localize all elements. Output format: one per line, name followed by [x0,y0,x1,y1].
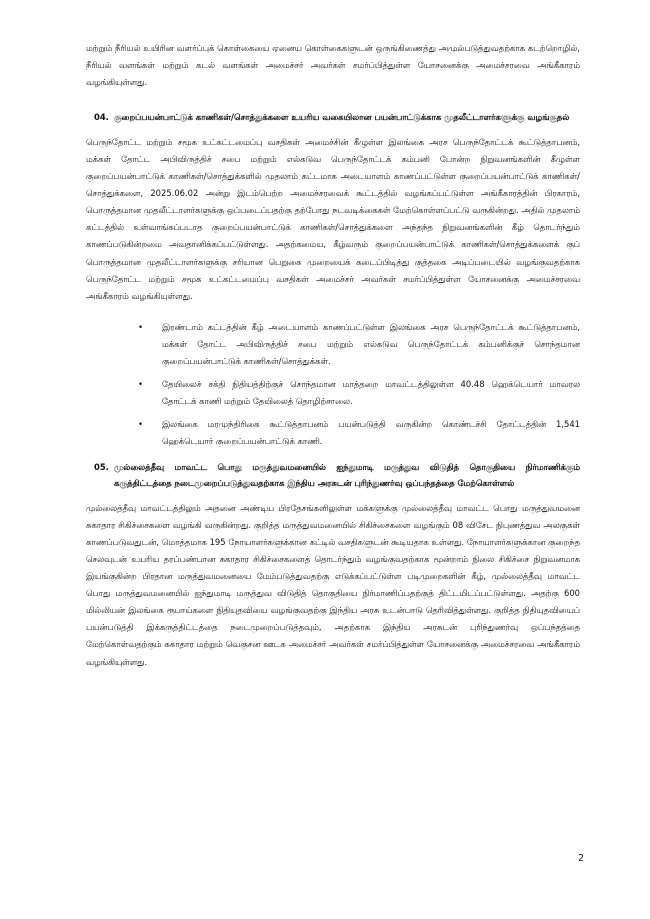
bullet-icon: • [138,419,143,430]
list-item [138,416,580,450]
section-05-heading [86,460,580,491]
list-item-text: தேயிலைச் சக்தி நிதியத்திற்குச் சொந்தமான மாத்தறை மாவட்டத்திலுள்ள 40.48 ஹெக்டெயார் மாவரல தோட்டக் காணி மற்றும் தேயிலைத் தொழிற்சாலை. [162,379,580,407]
page-number: 2 [577,853,584,864]
section-04-number: 04. [94,112,109,123]
section-04-heading [86,110,580,126]
bullet-icon: • [138,379,143,390]
intro-paragraph: மற்றும் நீரியல் உயிரின வளர்ப்புக் கொள்கையை ஏனைய கொள்கைகளுடன் ஒருங்கிணைத்து அமுல்படுத்துவதற்காக கடற்றொழில், நீரியல் வளங்கள் மற்றும் கடல் வளங்கள் அமைச்சர் அவர்கள் சமர்ப்பித்துள்ள யோசனைக்கு அமைச்சரவை அங்கீகாரம் வழங்கியுள்ளது. [86,43,580,88]
section-05-title: முல்லைத்தீவு மாவட்ட பொது மருத்துவமனையில் ஐந்துமாடி மருத்துவ விடுதித் தொகுதியை நிர்மாணிக்கும் கருத்திட்டத்தை நடைமுறைப்படுத்துவதற்காக இந்திய அரசுடன் புரிந்துணர்வு ஒப்பந்தத்தை மேற்கொள்ளல் [114,462,580,489]
list-item [138,376,580,410]
section-05-number: 05. [94,462,109,473]
bullet-icon: • [138,321,143,332]
list-item-text: இலங்கை மரமுந்திரிகை கூட்டுத்தாபனம் பயன்படுத்தி வருகின்ற கொண்டச்சி தோட்டத்தின் 1,541 ஹெக்டெயார் குறைப்பயன்பாட்டுக் காணி. [162,419,580,447]
section-04-bullet-list [86,319,580,451]
section-04-title: குறைப்பயன்பாட்டுக் காணிகள்/சொத்துக்களை உயரிய வகையிலான பயன்பாட்டுக்காக முதலீட்டாளர்களுக்கு வழங்குதல் [114,112,570,123]
section-04-body: பெருந்தோட்ட மற்றும் சமூக உட்கட்டமைப்பு வசதிகள் அமைச்சின் கீழுள்ள இலங்கை அரச பெருந்தோட்டக் கூட்டுத்தாபனம், மக்கள் தோட்ட அபிவிருத்திச் சபை மற்றும் எல்கடுவ பெருந்தோட்டக் கம்பனி போன்ற நிறுவனங்களின் கீழுள்ள குறைப்பயன்பாட்டுக் காணிகள்/சொத்துக்களில் முதலாம் கட்டமாக அடையாளம் காணப்பட்டுள்ள குறைப்பயன்பாட்டுக் காணிகள்/சொத்துக்களை, 2025.06.02 அன்று இடம்பெற்ற அமைச்சரவைக் கூட்டத்தில் வழங்கப்பட்டுள்ள அங்கீகாரத்தின் பிரகாரம், பொருத்தமான முதலீட்டாளர்களுக்கு ஒப்படைப்பதற்கு தற்போது நடவடிக்கைகள் மேற்கொள்ளப்பட்டு வருகின்றது. அதில் முதலாம் கட்டத்தில் உள்வாங்கப்படாத குறைப்பயன்பாட்டுக் காணிகள்/சொத்துக்களை அந்தந்த நிறுவனங்களின் கீழ் தொடர்ந்தும் காணப்படுகின்றமை அவதானிக்கப்பட்டுள்ளது. அதற்கமைய, கீழ்வரும் குறைப்பயன்பாட்டுக் காணிகள்/சொத்துக்களைக் குப் பொருத்தமான முதலீட்டாளர்களுக்கு சரியான பெறுகை முறையைக் கடைப்பிடித்து குத்தகை அடிப்படையில் வழங்குவதற்காக பெருந்தோட்ட மற்றும் சமூக உட்கட்டமைப்பு வசதிகள் அமைச்சர் அவர்கள் சமர்ப்பித்துள்ள யோசனைக்கு அமைச்சரவை அங்கீகாரம் வழங்கியுள்ளது. [86,136,580,301]
list-item-text: இரண்டாம் கட்டத்தின் கீழ் அடையாளம் காணப்பட்டுள்ள இலங்கை அரச பெருந்தோட்டக் கூட்டுத்தாபனம், மக்கள் தோட்ட அபிவிருத்திச் சபை மற்றும் எல்கடுவ பெருந்தோட்டக் கம்பனிக்குச் சொந்தமான குறைப்பயன்பாட்டுக் காணிகள்/சொத்துக்கள். [162,321,580,366]
section-05-body: முல்லைத்தீவு மாவட்டத்திலும் அதனை அண்டிய பிரதேசங்களிலுள்ள மக்களுக்கு முல்லைத்தீவு மாவட்ட பொது மருத்துவமனை சுகாதார சிகிச்சைகளை வழங்கி வருகின்றது. குறித்த மருத்துவமனையில் சிகிச்சைகளை வழங்கும் 08 விசேட நிபுணத்துவ அலகுகள் காணப்படுவதுடன், மொத்தமாக 195 நோயாளர்களுக்கான கட்டில் வசதிகளுடன் கூடியதாக உள்ளது. நோயாளர்களுக்கான குறைந்த செலவுடன் உயரிய தரப்பண்பான சுகாதார சிகிச்சைகளைத் தொடர்ந்தும் வழங்குவதற்காக மூன்றாம் நிலை சிகிச்சை நிறுவனமாக இயங்குகின்ற பிரதான மருத்துவமனையை மேம்படுத்துவதற்கு எடுக்கப்பட்டுள்ள படிமுறைகளின் கீழ், முல்லைத்தீவு மாவட்ட பொது மருத்துவமனையில் ஐந்துமாடி மருத்துவ விடுதித் தொகுதியை நிர்மாணிப்பதற்குத் திட்டமிடப்பட்டுள்ளது. அதற்கு 600 மில்லியன் இலங்கை ரூபாய்களை நிதியுதவியை வழங்குவதற்கு இந்திய அரசு உடன்பாடு தெரிவித்துள்ளது. குறித்த நிதியுதவியைப் பயன்படுத்தி இக்கருத்திட்டத்தை நடைமுறைப்படுத்தவும், அதற்காக இந்திய அரசுடன் புரிந்துணர்வு ஒப்பந்தத்தை மேற்கொள்வதற்கும் சுகாதார மற்றும் வெகுசன ஊடக அமைச்சர் அவர்கள் சமர்ப்பித்துள்ள யோசனைக்கு அமைச்சரவை அங்கீகாரம் வழங்கியுள்ளது. [86,502,580,667]
list-item [138,319,580,370]
